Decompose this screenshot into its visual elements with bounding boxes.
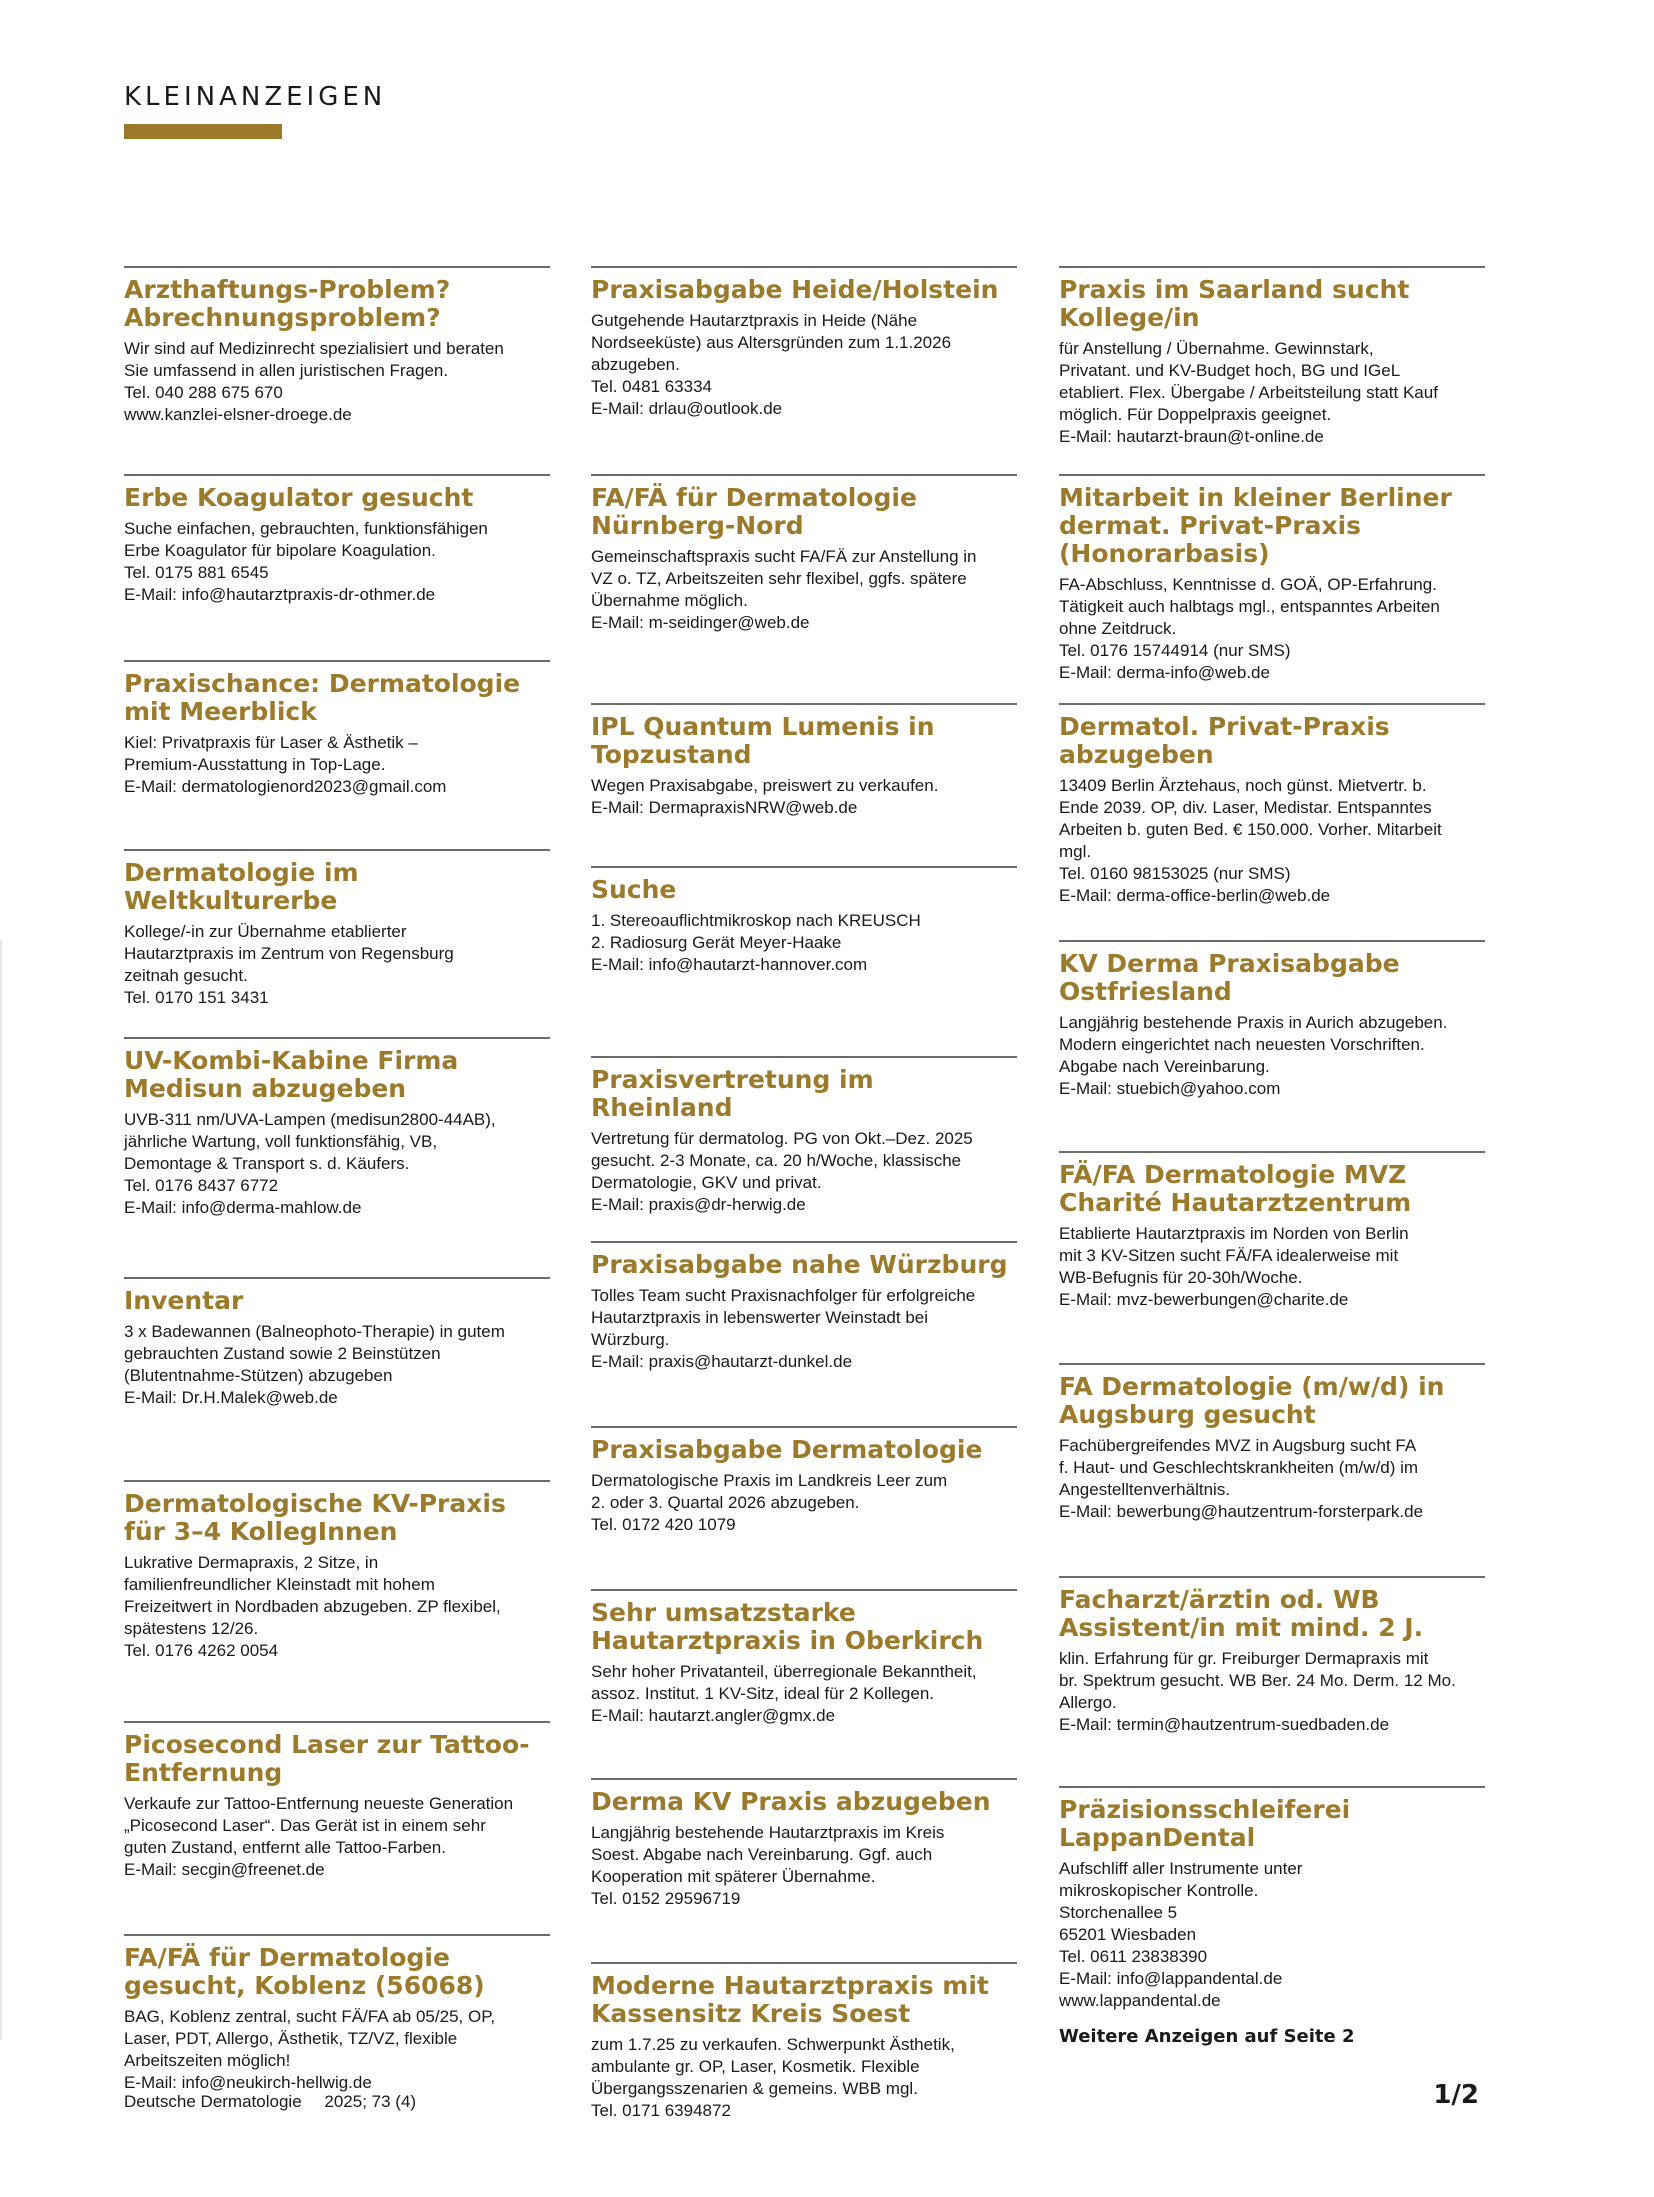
ad-text-line: Kooperation mit späterer Übernahme.	[591, 1867, 876, 1886]
ad-text-line: ohne Zeitdruck.	[1059, 619, 1177, 638]
ad-body	[591, 1285, 1017, 1373]
ad-text-line: spätestens 12/26.	[124, 1619, 259, 1638]
ad-body	[591, 310, 1017, 420]
ad-text-line: Dermatologie, GKV und privat.	[591, 1173, 822, 1192]
ad-text-line: Angestelltenverhältnis.	[1059, 1480, 1231, 1499]
classified-ad	[124, 474, 550, 606]
ad-title: Praxis im Saarland sucht Kollege/in	[1059, 275, 1410, 332]
ad-body	[124, 518, 550, 606]
ad-body	[591, 1470, 1017, 1536]
ad-body	[591, 546, 1017, 634]
ad-text-line: Tel. 0611 23838390	[1059, 1947, 1208, 1966]
ad-text-line: Hautarztpraxis im Zentrum von Regensburg	[124, 944, 454, 963]
ad-text-line: Nordseeküste) aus Altersgründen zum 1.1.2026	[591, 333, 952, 352]
ad-text-line: Tel. 0170 151 3431	[124, 988, 269, 1007]
ad-text-line: Fachübergreifendes MVZ in Augsburg sucht FA	[1059, 1436, 1417, 1455]
more-ads-note: Weitere Anzeigen auf Seite 2	[1059, 2026, 1355, 2047]
ad-text-line: Dermatologische Praxis im Landkreis Leer zum	[591, 1471, 948, 1490]
page-number: 1/2	[1433, 2080, 1479, 2110]
classified-ad	[124, 1480, 550, 1662]
classified-ad	[124, 849, 550, 1009]
ad-text-line: Kollege/-in zur Übernahme etablierter	[124, 922, 407, 941]
ad-text-line: Erbe Koagulator für bipolare Koagulation.	[124, 541, 436, 560]
ad-title: Arzthaftungs-Problem? Abrechnungsproblem?	[124, 275, 451, 332]
ad-text-line: 1. Stereoauflichtmikroskop nach KREUSCH	[591, 911, 921, 930]
ad-contact-line[interactable]: E-Mail: m-seidinger@web.de	[591, 613, 810, 632]
ad-body	[591, 1128, 1017, 1216]
ad-text-line: Etablierte Hautarztpraxis im Norden von Berlin	[1059, 1224, 1409, 1243]
ad-body	[124, 732, 550, 798]
ad-text-line: Storchenallee 5	[1059, 1903, 1178, 1922]
ad-body	[124, 2006, 550, 2094]
ad-body	[124, 1321, 550, 1409]
ad-title: Moderne Hautarztpraxis mit Kassensitz Kreis Soest	[591, 1971, 989, 2028]
ad-text-line: Modern eingerichtet nach neuesten Vorschriften.	[1059, 1035, 1425, 1054]
ad-text-line: abzugeben.	[591, 355, 680, 374]
ad-title: FÄ/FA Dermatologie MVZ Charité Hautarztzentrum	[1059, 1160, 1412, 1217]
ad-text-line: möglich. Für Doppelpraxis geeignet.	[1059, 405, 1332, 424]
ad-text-line: familienfreundlicher Kleinstadt mit hohem	[124, 1575, 435, 1594]
classified-ad	[124, 1277, 550, 1409]
ad-title: Picosecond Laser zur Tattoo-Entfernung	[124, 1730, 530, 1787]
ad-title: FA/FÄ für Dermatologie gesucht, Koblenz (56068)	[124, 1943, 485, 2000]
classified-ad	[591, 1778, 1017, 1910]
ad-text-line: Tel. 0172 420 1079	[591, 1515, 736, 1534]
ad-text-line: Tolles Team sucht Praxisnachfolger für erfolgreiche	[591, 1286, 976, 1305]
ad-title: Präzisionsschleiferei LappanDental	[1059, 1795, 1351, 1852]
ad-contact-line[interactable]: E-Mail: Dr.H.Malek@web.de	[124, 1388, 338, 1407]
section-title-rule	[124, 124, 282, 139]
ad-text-line: br. Spektrum gesucht. WB Ber. 24 Mo. Derm. 12 Mo.	[1059, 1671, 1456, 1690]
ad-body	[591, 775, 1017, 819]
ad-title: Facharzt/ärztin od. WB Assistent/in mit mind. 2 J.	[1059, 1585, 1424, 1642]
ad-body	[1059, 338, 1485, 448]
ad-text-line: Übernahme möglich.	[591, 591, 748, 610]
ad-text-line: zeitnah gesucht.	[124, 966, 248, 985]
classified-ad	[1059, 1576, 1485, 1736]
classified-ad	[1059, 1151, 1485, 1311]
classified-ad	[124, 1934, 550, 2094]
ad-text-line: Tel. 0176 15744914 (nur SMS)	[1059, 641, 1291, 660]
ad-text-line: VZ o. TZ, Arbeitszeiten sehr flexibel, ggfs. spätere	[591, 569, 967, 588]
ad-text-line: Tel. 0175 881 6545	[124, 563, 269, 582]
ad-title: FA/FÄ für Dermatologie Nürnberg-Nord	[591, 483, 917, 540]
ad-text-line: Langjährig bestehende Praxis in Aurich abzugeben.	[1059, 1013, 1448, 1032]
classified-ad	[591, 1056, 1017, 1216]
ad-body	[591, 1661, 1017, 1727]
ad-title: Inventar	[124, 1286, 244, 1315]
ad-text-line: Gutgehende Hautarztpraxis in Heide (Nähe	[591, 311, 918, 330]
ad-text-line: Laser, PDT, Allergo, Ästhetik, TZ/VZ, flexible	[124, 2029, 458, 2048]
classified-ad	[124, 266, 550, 426]
classified-ad	[591, 1426, 1017, 1536]
ad-body	[1059, 1435, 1485, 1523]
ad-contact-line[interactable]: E-Mail: praxis@hautarzt-dunkel.de	[591, 1352, 853, 1371]
ad-title: Dermatologische KV-Praxis für 3–4 KollegInnen	[124, 1489, 506, 1546]
ad-contact-line[interactable]: E-Mail: info@neukirch-hellwig.de	[124, 2073, 372, 2092]
ad-title: Dermatol. Privat-Praxis abzugeben	[1059, 712, 1390, 769]
ad-contact-line[interactable]: E-Mail: praxis@dr-herwig.de	[591, 1195, 806, 1214]
ad-text-line: Übergangsszenarien & gemeins. WBB mgl.	[591, 2079, 918, 2098]
ad-text-line: Kiel: Privatpraxis für Laser & Ästhetik –	[124, 733, 418, 752]
ad-contact-line[interactable]: E-Mail: DermapraxisNRW@web.de	[591, 798, 858, 817]
ad-text-line: ambulante gr. OP, Laser, Kosmetik. Flexible	[591, 2057, 920, 2076]
ad-contact-line[interactable]: E-Mail: info@hautarzt-hannover.com	[591, 955, 868, 974]
classified-ad	[591, 703, 1017, 819]
ad-text-line: zum 1.7.25 zu verkaufen. Schwerpunkt Ästhetik,	[591, 2035, 955, 2054]
ad-title: FA Dermatologie (m/w/d) in Augsburg gesucht	[1059, 1372, 1445, 1429]
ad-contact-line[interactable]: E-Mail: hautarzt.angler@gmx.de	[591, 1706, 836, 1725]
ad-text-line: Allergo.	[1059, 1693, 1117, 1712]
ad-text-line: assoz. Institut. 1 KV-Sitz, ideal für 2 Kollegen.	[591, 1684, 935, 1703]
ad-title: Suche	[591, 875, 677, 904]
classified-ad	[1059, 1786, 1485, 2012]
classified-ad	[1059, 703, 1485, 907]
ad-text-line: Tätigkeit auch halbtags mgl., entspanntes Arbeiten	[1059, 597, 1440, 616]
ad-text-line: WB-Befugnis für 20-30h/Woche.	[1059, 1268, 1303, 1287]
ad-title: Praxisvertretung im Rheinland	[591, 1065, 874, 1122]
ad-body	[124, 338, 550, 426]
ad-text-line: Arbeitszeiten möglich!	[124, 2051, 291, 2070]
ad-text-line: UVB-311 nm/UVA-Lampen (medisun2800-44AB),	[124, 1110, 496, 1129]
ad-text-line: Sehr hoher Privatanteil, überregionale Bekanntheit,	[591, 1662, 977, 1681]
ad-text-line: Wegen Praxisabgabe, preiswert zu verkaufen.	[591, 776, 939, 795]
ad-text-line: guten Zustand, entfernt alle Tattoo-Farben.	[124, 1838, 446, 1857]
ad-text-line: Lukrative Dermapraxis, 2 Sitze, in	[124, 1553, 379, 1572]
ad-body	[1059, 574, 1485, 684]
ad-contact-line[interactable]: E-Mail: derma-info@web.de	[1059, 663, 1270, 682]
ad-text-line: Vertretung für dermatolog. PG von Okt.–Dez. 2025	[591, 1129, 973, 1148]
classified-ad	[1059, 474, 1485, 684]
ad-title: Praxisabgabe Dermatologie	[591, 1435, 983, 1464]
ad-text-line: 3 x Badewannen (Balneophoto-Therapie) in gutem	[124, 1322, 505, 1341]
ad-contact-line[interactable]: E-Mail: info@hautarztpraxis-dr-othmer.de	[124, 585, 436, 604]
ad-text-line: FA-Abschluss, Kenntnisse d. GOÄ, OP-Erfahrung.	[1059, 575, 1437, 594]
classified-ad	[1059, 266, 1485, 448]
ad-title: Derma KV Praxis abzugeben	[591, 1787, 991, 1816]
page-edge-mark	[0, 940, 2, 2040]
ad-body	[1059, 1648, 1485, 1736]
ad-text-line: Tel. 040 288 675 670	[124, 383, 283, 402]
ad-contact-line[interactable]: www.kanzlei-elsner-droege.de	[124, 405, 352, 424]
ad-text-line: gesucht. 2-3 Monate, ca. 20 h/Woche, klassische	[591, 1151, 962, 1170]
ad-body	[124, 1552, 550, 1662]
ad-contact-line[interactable]: www.lappandental.de	[1059, 1991, 1221, 2010]
ad-title: Mitarbeit in kleiner Berliner dermat. Privat-Praxis (Honorarbasis)	[1059, 483, 1452, 568]
ad-text-line: „Picosecond Laser“. Das Gerät ist in einem sehr	[124, 1816, 486, 1835]
classified-ad	[591, 266, 1017, 420]
ad-text-line: etabliert. Flex. Übergabe / Arbeitsteilung statt Kauf	[1059, 383, 1438, 402]
ad-text-line: klin. Erfahrung für gr. Freiburger Dermapraxis mit	[1059, 1649, 1429, 1668]
ad-text-line: Ende 2039. OP, div. Laser, Medistar. Entspanntes	[1059, 798, 1432, 817]
ad-text-line: Gemeinschaftspraxis sucht FA/FÄ zur Anstellung in	[591, 547, 977, 566]
classified-ad	[124, 1037, 550, 1219]
ad-contact-line[interactable]: E-Mail: stuebich@yahoo.com	[1059, 1079, 1281, 1098]
ad-text-line: Suche einfachen, gebrauchten, funktionsfähigen	[124, 519, 488, 538]
ad-contact-line[interactable]: E-Mail: secgin@freenet.de	[124, 1860, 325, 1879]
ad-body	[124, 1109, 550, 1219]
journal-name: Deutsche Dermatologie	[124, 2092, 302, 2111]
ad-text-line: Verkaufe zur Tattoo-Entfernung neueste Generation	[124, 1794, 514, 1813]
ad-contact-line[interactable]: E-Mail: dermatologienord2023@gmail.com	[124, 777, 447, 796]
ad-body	[1059, 1858, 1485, 2012]
ad-title: Praxisabgabe Heide/Holstein	[591, 275, 999, 304]
ad-text-line: 2. Radiosurg Gerät Meyer-Haake	[591, 933, 842, 952]
ad-title: Praxischance: Dermatologie mit Meerblick	[124, 669, 521, 726]
ad-title: Praxisabgabe nahe Würzburg	[591, 1250, 1008, 1279]
section-title: KLEINANZEIGEN	[124, 82, 387, 112]
ad-text-line: Demontage & Transport s. d. Käufers.	[124, 1154, 410, 1173]
ad-text-line: Tel. 0160 98153025 (nur SMS)	[1059, 864, 1291, 883]
ad-title: Dermatologie im Weltkulturerbe	[124, 858, 359, 915]
ad-body	[591, 1822, 1017, 1910]
ad-contact-line[interactable]: E-Mail: bewerbung@hautzentrum-forsterpark.de	[1059, 1502, 1424, 1521]
ad-text-line: Privatant. und KV-Budget hoch, BG und IGeL	[1059, 361, 1401, 380]
ad-text-line: Abgabe nach Vereinbarung.	[1059, 1057, 1270, 1076]
ad-text-line: 13409 Berlin Ärztehaus, noch günst. Mietvertr. b.	[1059, 776, 1427, 795]
ad-text-line: 2. oder 3. Quartal 2026 abzugeben.	[591, 1493, 860, 1512]
ad-title: KV Derma Praxisabgabe Ostfriesland	[1059, 949, 1400, 1006]
ad-text-line: (Blutentnahme-Stützen) abzugeben	[124, 1366, 393, 1385]
ad-contact-line[interactable]: E-Mail: info@derma-mahlow.de	[124, 1198, 362, 1217]
ad-text-line: Tel. 0171 6394872	[591, 2101, 731, 2120]
ad-title: IPL Quantum Lumenis in Topzustand	[591, 712, 935, 769]
ad-text-line: Würzburg.	[591, 1330, 670, 1349]
ad-text-line: gebrauchten Zustand sowie 2 Beinstützen	[124, 1344, 441, 1363]
ad-title: Erbe Koagulator gesucht	[124, 483, 474, 512]
ad-text-line: BAG, Koblenz zentral, sucht FÄ/FA ab 05/25, OP,	[124, 2007, 496, 2026]
ad-title: UV-Kombi-Kabine Firma Medisun abzugeben	[124, 1046, 459, 1103]
section-header	[124, 82, 386, 139]
ad-text-line: mit 3 KV-Sitzen sucht FÄ/FA idealerweise mit	[1059, 1246, 1399, 1265]
ad-text-line: Freizeitwert in Nordbaden abzugeben. ZP flexibel,	[124, 1597, 501, 1616]
ad-text-line: Soest. Abgabe nach Vereinbarung. Ggf. auch	[591, 1845, 933, 1864]
ad-text-line: für Anstellung / Übernahme. Gewinnstark,	[1059, 339, 1374, 358]
ad-text-line: Premium-Ausstattung in Top-Lage.	[124, 755, 386, 774]
ad-text-line: Arbeiten b. guten Bed. € 150.000. Vorher. Mitarbeit	[1059, 820, 1442, 839]
ad-text-line: Langjährig bestehende Hautarztpraxis im Kreis	[591, 1823, 945, 1842]
ad-contact-line[interactable]: E-Mail: termin@hautzentrum-suedbaden.de	[1059, 1715, 1390, 1734]
ad-body	[1059, 775, 1485, 907]
ad-text-line: jährliche Wartung, voll funktionsfähig, VB,	[124, 1132, 438, 1151]
ad-text-line: mgl.	[1059, 842, 1092, 861]
ad-body	[591, 910, 1017, 976]
ad-body	[591, 2034, 1017, 2122]
ad-body	[1059, 1223, 1485, 1311]
footer-journal-info	[124, 2092, 434, 2112]
ad-text-line: mikroskopischer Kontrolle.	[1059, 1881, 1259, 1900]
ad-title: Sehr umsatzstarke Hautarztpraxis in Oberkirch	[591, 1598, 984, 1655]
ad-text-line: Tel. 0481 63334	[591, 377, 712, 396]
ad-contact-line[interactable]: E-Mail: mvz-bewerbungen@charite.de	[1059, 1290, 1349, 1309]
classified-ad	[1059, 1363, 1485, 1523]
classified-ad	[591, 474, 1017, 634]
ad-text-line: Hautarztpraxis in lebenswerter Weinstadt bei	[591, 1308, 929, 1327]
ad-text-line: Tel. 0176 8437 6772	[124, 1176, 279, 1195]
classified-ad	[591, 1589, 1017, 1727]
ad-contact-line[interactable]: E-Mail: hautarzt-braun@t-online.de	[1059, 427, 1324, 446]
ad-text-line: f. Haut- und Geschlechtskrankheiten (m/w/d) im	[1059, 1458, 1419, 1477]
classified-ad	[591, 1241, 1017, 1373]
classified-ad	[1059, 940, 1485, 1100]
classified-ad	[591, 1962, 1017, 2122]
ad-text-line: Wir sind auf Medizinrecht spezialisiert und beraten	[124, 339, 504, 358]
ad-text-line: Tel. 0176 4262 0054	[124, 1641, 279, 1660]
ad-body	[124, 1793, 550, 1881]
classified-ad	[591, 866, 1017, 976]
ad-text-line: 65201 Wiesbaden	[1059, 1925, 1197, 1944]
ad-contact-line[interactable]: E-Mail: info@lappandental.de	[1059, 1969, 1283, 1988]
classified-ad	[124, 660, 550, 798]
ad-text-line: Aufschliff aller Instrumente unter	[1059, 1859, 1303, 1878]
ad-text-line: Tel. 0152 29596719	[591, 1889, 741, 1908]
ad-body	[124, 921, 550, 1009]
ad-text-line: Sie umfassend in allen juristischen Fragen.	[124, 361, 449, 380]
ad-body	[1059, 1012, 1485, 1100]
journal-issue: 2025; 73 (4)	[324, 2092, 417, 2111]
ad-contact-line[interactable]: E-Mail: drlau@outlook.de	[591, 399, 783, 418]
classified-ad	[124, 1721, 550, 1881]
ad-contact-line[interactable]: E-Mail: derma-office-berlin@web.de	[1059, 886, 1331, 905]
